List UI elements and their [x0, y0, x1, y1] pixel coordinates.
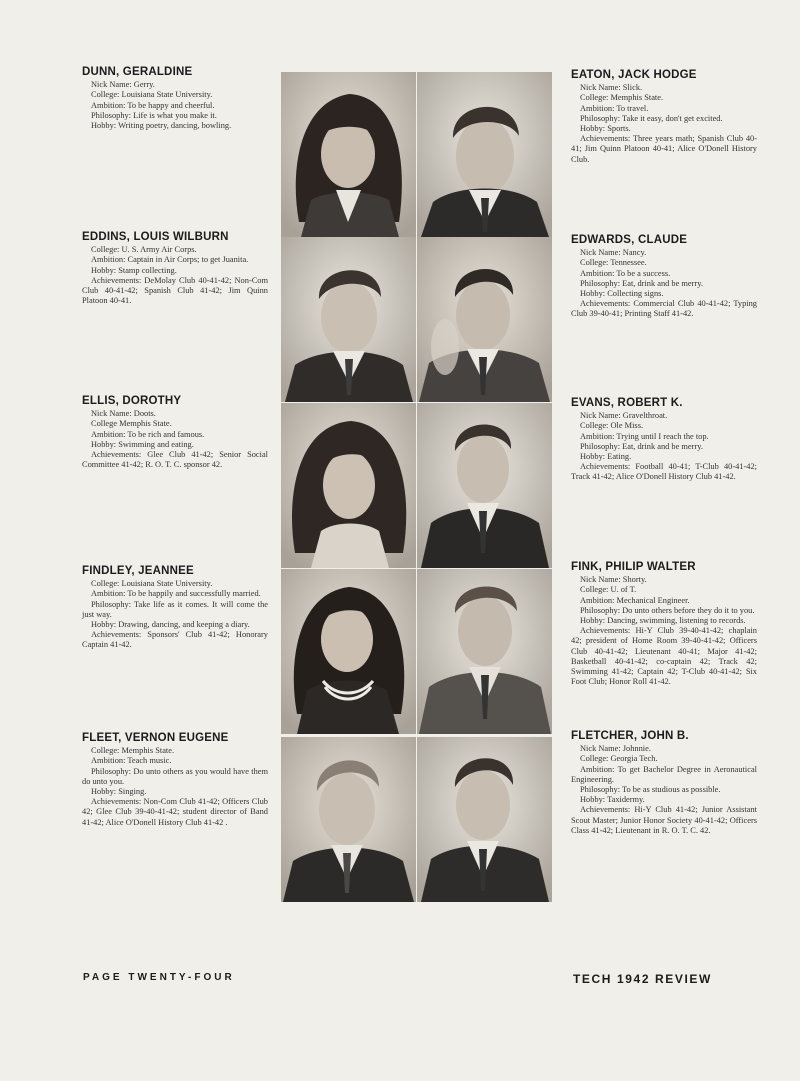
- senior-entry-right-4: [571, 562, 757, 687]
- portrait-photo: [281, 737, 416, 902]
- detail-line: Ambition: To be a success.: [580, 268, 671, 278]
- page-number-label: PAGE TWENTY-FOUR: [83, 972, 235, 983]
- detail-line: Achievements: Glee Club 41-42; Senior Social Committee 41-42; R. O. T. C. sponsor 42.: [82, 450, 268, 470]
- senior-entry-left-3: [82, 396, 268, 470]
- detail-line: Achievements: Hi-Y Club 41-42; Junior Assistant Scout Master; Junior Honor Society 40-41-42; Officers Class 41-42; Lieutenant in R. O. T. C. 42.: [571, 805, 757, 835]
- detail-line: Hobby: Eating.: [580, 452, 632, 462]
- detail-line: Achievements: DeMolay Club 40-41-42; Non-Com Club 40-41-42; Spanish Club 41-42; Jim Quinn Platoon 40-41.: [82, 275, 268, 306]
- detail-line: Ambition: Mechanical Engineer.: [580, 595, 690, 605]
- student-name: EDDINS, LOUIS WILBURN: [82, 231, 229, 243]
- portrait-photo: [417, 403, 552, 568]
- detail-line: College: Georgia Tech.: [580, 754, 658, 764]
- detail-line: College: U. S. Army Air Corps.: [91, 245, 197, 255]
- detail-line: Nick Name: Gravelthroat.: [580, 411, 668, 421]
- portrait-photo: [417, 72, 552, 237]
- detail-line: Achievements: Commercial Club 40-41-42; Typing Club 39-40-41; Printing Staff 41-42.: [571, 299, 757, 319]
- portrait-photo: [417, 569, 552, 734]
- detail-line: Ambition: Teach music.: [91, 756, 172, 766]
- detail-line: College: Memphis State.: [580, 93, 664, 103]
- detail-line: Hobby: Taxidermy.: [580, 795, 645, 805]
- student-name: FINDLEY, JEANNEE: [82, 565, 194, 577]
- detail-line: Hobby: Drawing, dancing, and keeping a diary.: [91, 620, 250, 630]
- detail-line: College: Louisiana State University.: [91, 90, 213, 100]
- detail-line: Achievements: Three years math; Spanish Club 40-41; Jim Quinn Platoon 40-41; Alice O'Donell History Club.: [571, 134, 757, 164]
- detail-line: Philosophy: Do unto others as you would have them do unto you.: [82, 766, 268, 786]
- detail-line: College: Tennessee.: [580, 258, 647, 268]
- detail-line: Nick Name: Slick.: [580, 83, 643, 93]
- detail-line: Nick Name: Shorty.: [580, 575, 647, 585]
- portrait-photo: [281, 72, 416, 237]
- portrait-photo: [417, 237, 552, 402]
- portrait-photo: [281, 237, 416, 402]
- detail-line: Hobby: Singing.: [91, 787, 147, 797]
- detail-line: Achievements: Non-Com Club 41-42; Officers Club 42; Glee Club 39-40-41-42; student director of Band 41-42; Alice O'Donell History Club 41-42 .: [82, 797, 268, 827]
- senior-entry-left-4: [82, 566, 268, 651]
- detail-line: Nick Name: Johnnie.: [580, 744, 651, 754]
- student-name: ELLIS, DOROTHY: [82, 395, 182, 407]
- portrait-photo: [417, 737, 552, 902]
- detail-line: Philosophy: Eat, drink and be merry.: [580, 441, 703, 451]
- senior-entry-right-2: [571, 235, 757, 320]
- detail-line: Philosophy: Eat, drink and be merry.: [580, 278, 703, 288]
- detail-line: College Memphis State.: [91, 419, 172, 429]
- detail-line: College: Louisiana State University.: [91, 579, 213, 589]
- student-name: EDWARDS, CLAUDE: [571, 234, 688, 246]
- senior-entry-right-1: [571, 70, 757, 165]
- detail-line: Philosophy: Take life as it comes. It will come the just way.: [82, 599, 268, 619]
- student-name: FLEET, VERNON EUGENE: [82, 732, 229, 744]
- detail-line: Ambition: To be happily and successfully married.: [91, 589, 261, 599]
- detail-line: Hobby: Writing poetry, dancing, bowling.: [91, 121, 232, 131]
- student-name: EVANS, ROBERT K.: [571, 397, 683, 409]
- detail-line: Philosophy: To be as studious as possible.: [580, 785, 721, 795]
- detail-line: Ambition: Trying until I reach the top.: [580, 431, 709, 441]
- student-name: FINK, PHILIP WALTER: [571, 561, 696, 573]
- detail-line: Ambition: Captain in Air Corps; to get Juanita.: [91, 255, 249, 265]
- detail-line: College: Memphis State.: [91, 746, 175, 756]
- detail-line: Philosophy: Life is what you make it.: [91, 110, 217, 120]
- detail-line: Nick Name: Nancy.: [580, 248, 647, 258]
- senior-entry-left-2: [82, 232, 268, 306]
- detail-line: College: U. of T.: [580, 585, 637, 595]
- senior-entry-right-5: [571, 731, 757, 836]
- senior-entry-right-3: [571, 398, 757, 483]
- detail-line: Philosophy: Take it easy, don't get excited.: [580, 113, 723, 123]
- senior-entry-left-1: [82, 67, 268, 131]
- detail-line: Hobby: Stamp collecting.: [91, 265, 177, 275]
- detail-line: Nick Name: Gerry.: [91, 80, 155, 90]
- senior-entry-left-5: [82, 733, 268, 828]
- detail-line: Hobby: Swimming and eating.: [91, 439, 194, 449]
- detail-line: Ambition: To travel.: [580, 103, 649, 113]
- student-name: FLETCHER, JOHN B.: [571, 730, 689, 742]
- portrait-photo: [281, 569, 416, 734]
- detail-line: Ambition: To be happy and cheerful.: [91, 100, 215, 110]
- detail-line: Nick Name: Doots.: [91, 409, 156, 419]
- portrait-photo: [281, 403, 416, 568]
- detail-line: Ambition: To get Bachelor Degree in Aeronautical Engineering.: [571, 764, 757, 784]
- detail-line: Hobby: Collecting signs.: [580, 289, 664, 299]
- detail-line: Hobby: Sports.: [580, 124, 631, 134]
- detail-line: Achievements: Hi-Y Club 39-40-41-42; chaplain 42; president of Home Room 39-40-41-42; Officers Club 40-41-42; Lieutenant 40-41; Major 41-42; Basketball 40-41-42; co-captain 42; Track 42; Swimming 41-42; Captain 42; T-Club 40-41-42; Six Foot Club; Honor Roll 41-42.: [571, 626, 757, 687]
- detail-line: Hobby: Dancing, swimming, listening to records.: [580, 616, 746, 626]
- publication-title: TECH 1942 REVIEW: [573, 972, 712, 986]
- detail-line: Achievements: Sponsors' Club 41-42; Honorary Captain 41-42.: [82, 630, 268, 650]
- detail-line: Ambition: To be rich and famous.: [91, 429, 205, 439]
- detail-line: Philosophy: Do unto others before they do it to you.: [580, 605, 755, 615]
- student-name: EATON, JACK HODGE: [571, 69, 697, 81]
- detail-line: Achievements: Football 40-41; T-Club 40-41-42; Track 41-42; Alice O'Donell History Club 41-42.: [571, 462, 757, 482]
- detail-line: College: Ole Miss.: [580, 421, 644, 431]
- student-name: DUNN, GERALDINE: [82, 66, 193, 78]
